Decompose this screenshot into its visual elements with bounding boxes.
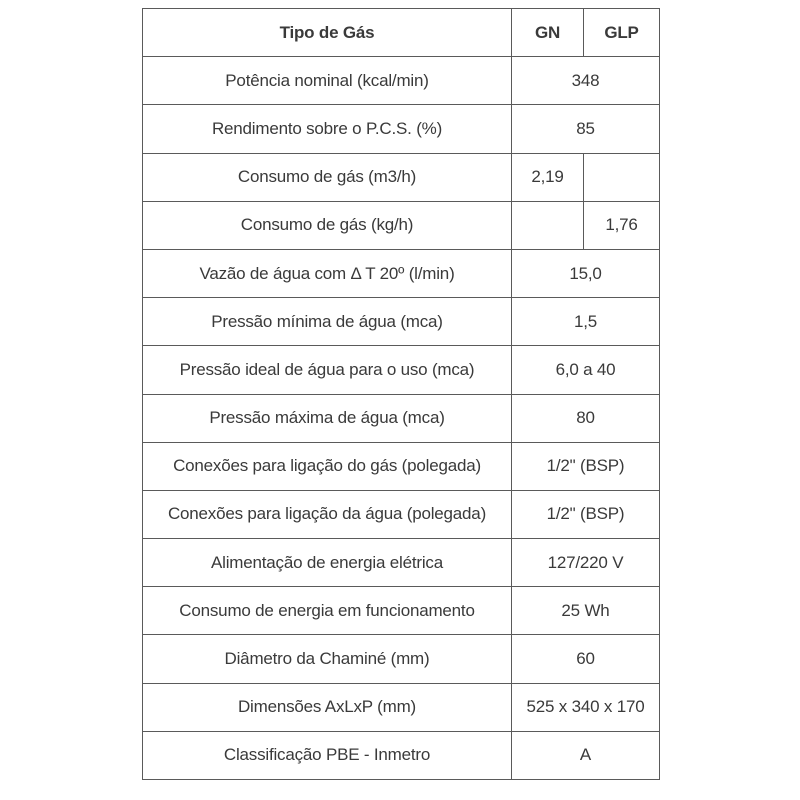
header-gas-type: Tipo de Gás — [143, 9, 512, 57]
table-row — [143, 442, 660, 490]
row-label: Potência nominal (kcal/min) — [143, 57, 512, 105]
table-row — [143, 394, 660, 442]
row-value: 25 Wh — [512, 587, 660, 635]
table-row — [143, 731, 660, 779]
row-label: Pressão mínima de água (mca) — [143, 298, 512, 346]
row-label: Dimensões AxLxP (mm) — [143, 683, 512, 731]
row-label: Pressão ideal de água para o uso (mca) — [143, 346, 512, 394]
row-value: 1/2" (BSP) — [512, 442, 660, 490]
table-row — [143, 635, 660, 683]
row-label: Consumo de energia em funcionamento — [143, 587, 512, 635]
table-header-row — [143, 9, 660, 57]
row-label: Consumo de gás (m3/h) — [143, 153, 512, 201]
table-row — [143, 683, 660, 731]
header-gn: GN — [512, 9, 584, 57]
table-row — [143, 587, 660, 635]
row-value: A — [512, 731, 660, 779]
table-row — [143, 249, 660, 297]
row-value: 1/2" (BSP) — [512, 490, 660, 538]
row-label: Diâmetro da Chaminé (mm) — [143, 635, 512, 683]
row-label: Alimentação de energia elétrica — [143, 539, 512, 587]
row-value: 85 — [512, 105, 660, 153]
row-label: Conexões para ligação do gás (polegada) — [143, 442, 512, 490]
table-row — [143, 490, 660, 538]
spec-table — [142, 8, 660, 780]
table-row — [143, 153, 660, 201]
row-value-gn — [512, 201, 584, 249]
header-glp: GLP — [584, 9, 660, 57]
table-row — [143, 346, 660, 394]
row-value-glp — [584, 153, 660, 201]
row-label: Conexões para ligação da água (polegada) — [143, 490, 512, 538]
row-value: 127/220 V — [512, 539, 660, 587]
row-value: 60 — [512, 635, 660, 683]
row-label: Classificação PBE - Inmetro — [143, 731, 512, 779]
row-label: Rendimento sobre o P.C.S. (%) — [143, 105, 512, 153]
row-value: 348 — [512, 57, 660, 105]
row-value: 80 — [512, 394, 660, 442]
row-label: Consumo de gás (kg/h) — [143, 201, 512, 249]
row-value: 6,0 a 40 — [512, 346, 660, 394]
row-value-gn: 2,19 — [512, 153, 584, 201]
row-label: Vazão de água com Δ T 20º (l/min) — [143, 249, 512, 297]
table-row — [143, 539, 660, 587]
table-row — [143, 298, 660, 346]
row-value: 525 x 340 x 170 — [512, 683, 660, 731]
row-value: 15,0 — [512, 249, 660, 297]
row-value-glp: 1,76 — [584, 201, 660, 249]
row-label: Pressão máxima de água (mca) — [143, 394, 512, 442]
table-row — [143, 57, 660, 105]
row-value: 1,5 — [512, 298, 660, 346]
table-row — [143, 105, 660, 153]
table-row — [143, 201, 660, 249]
